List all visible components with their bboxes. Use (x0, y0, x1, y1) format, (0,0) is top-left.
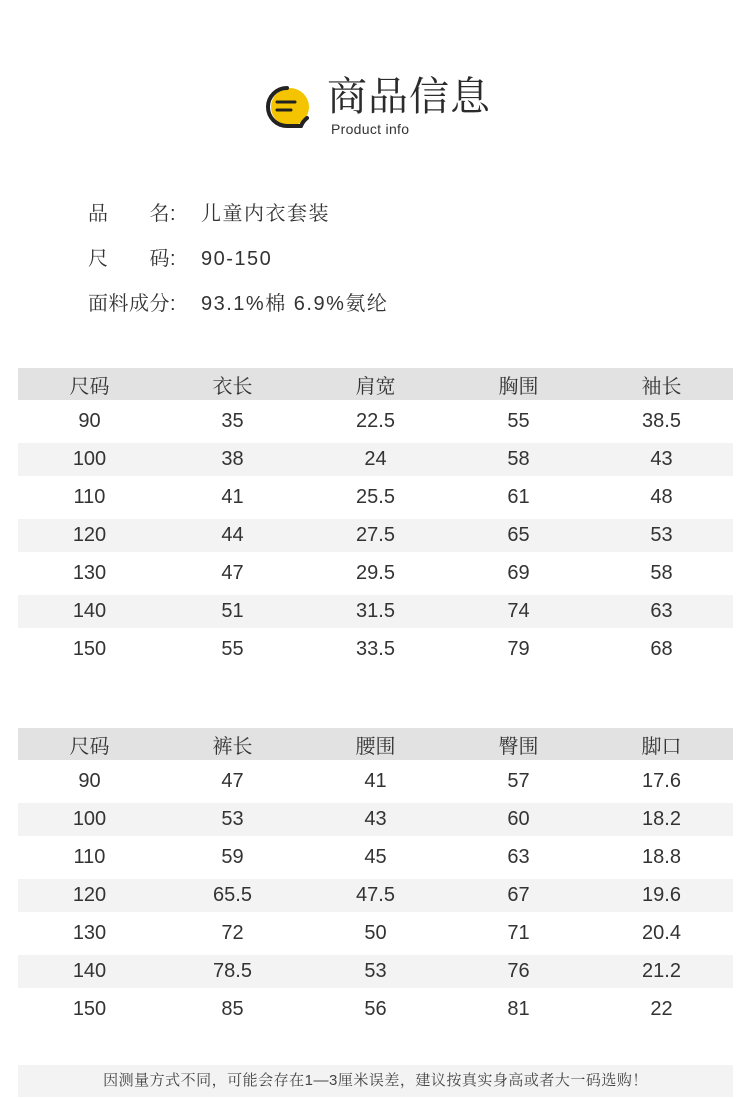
measurement-note: 因测量方式不同，可能会存在1—3厘米误差，建议按真实身高或者大一码选购！ (18, 1065, 733, 1097)
info-value: 93.1%棉 6.9%氨纶 (201, 293, 389, 315)
page-title: 商品信息 (327, 75, 491, 119)
column-header: 脚口 (641, 735, 682, 758)
table-row (18, 803, 733, 836)
info-row-fabric (88, 288, 388, 333)
table-cell: 150 (72, 638, 107, 660)
table-cell: 41 (221, 486, 244, 508)
table-row (18, 879, 733, 912)
table-cell: 22 (650, 998, 673, 1020)
table-cell: 61 (507, 486, 530, 508)
column-header: 臀围 (498, 735, 539, 758)
table-cell: 58 (650, 562, 673, 584)
info-label: 品 名: (88, 203, 177, 225)
table-cell: 65 (507, 524, 530, 546)
table-header-row (18, 368, 733, 400)
table-cell: 47 (221, 562, 244, 584)
table-cell: 24 (364, 448, 387, 470)
table-cell: 69 (507, 562, 530, 584)
table-cell: 31.5 (356, 600, 395, 622)
table-cell: 27.5 (356, 524, 395, 546)
table-cell: 59 (221, 846, 244, 868)
info-row-size (88, 243, 388, 288)
table-cell: 44 (221, 524, 244, 546)
table-cell: 25.5 (356, 486, 395, 508)
table-row (18, 628, 733, 671)
table-cell: 43 (364, 808, 387, 830)
table-cell: 33.5 (356, 638, 395, 660)
table-row (18, 552, 733, 595)
table-cell: 150 (72, 998, 107, 1020)
table-cell: 81 (507, 998, 530, 1020)
table-cell: 19.6 (642, 884, 681, 906)
page-subtitle: Product info (331, 121, 410, 137)
info-row-name (88, 198, 388, 243)
table-cell: 120 (72, 884, 107, 906)
table-cell: 110 (73, 486, 106, 508)
table-row (18, 443, 733, 476)
table-row (18, 988, 733, 1031)
table-cell: 53 (650, 524, 673, 546)
product-info-list (88, 198, 388, 333)
table-cell: 63 (507, 846, 530, 868)
info-value: 儿童内衣套装 (201, 203, 330, 225)
table-cell: 47 (221, 770, 244, 792)
info-value: 90-150 (201, 248, 273, 270)
table-cell: 41 (364, 770, 387, 792)
table-cell: 35 (221, 410, 244, 432)
product-info-header (0, 70, 750, 140)
table-cell: 140 (72, 600, 107, 622)
table-cell: 63 (650, 600, 673, 622)
table-cell: 51 (221, 600, 244, 622)
table-cell: 130 (72, 922, 107, 944)
table-cell: 55 (507, 410, 530, 432)
table-cell: 38.5 (642, 410, 681, 432)
table-cell: 55 (221, 638, 244, 660)
table-cell: 47.5 (356, 884, 395, 906)
table-cell: 29.5 (356, 562, 395, 584)
table-cell: 53 (221, 808, 244, 830)
table-cell: 58 (507, 448, 530, 470)
table-cell: 100 (72, 448, 107, 470)
table-cell: 22.5 (356, 410, 395, 432)
table-cell: 79 (507, 638, 530, 660)
table-row (18, 912, 733, 955)
table-cell: 43 (650, 448, 673, 470)
table-cell: 21.2 (642, 960, 681, 982)
table-cell: 140 (72, 960, 107, 982)
table-header-row (18, 728, 733, 760)
table-cell: 17.6 (642, 770, 681, 792)
table-cell: 100 (72, 808, 107, 830)
table-cell: 38 (221, 448, 244, 470)
table-cell: 18.8 (642, 846, 681, 868)
table-cell: 130 (72, 562, 107, 584)
top-size-table (18, 368, 733, 671)
table-cell: 60 (507, 808, 530, 830)
table-row (18, 519, 733, 552)
table-cell: 53 (364, 960, 387, 982)
bottom-size-table (18, 728, 733, 1031)
table-cell: 71 (507, 922, 530, 944)
table-cell: 78.5 (213, 960, 252, 982)
info-label: 面料成分: (88, 293, 177, 315)
table-cell: 18.2 (642, 808, 681, 830)
table-row (18, 760, 733, 803)
table-cell: 85 (221, 998, 244, 1020)
table-cell: 50 (364, 922, 387, 944)
column-header: 尺码 (69, 375, 110, 398)
table-cell: 56 (364, 998, 387, 1020)
table-cell: 67 (507, 884, 530, 906)
table-row (18, 476, 733, 519)
table-cell: 110 (73, 846, 106, 868)
table-cell: 48 (650, 486, 673, 508)
column-header: 腰围 (355, 735, 396, 758)
column-header: 衣长 (212, 375, 253, 398)
table-row (18, 400, 733, 443)
table-row (18, 955, 733, 988)
document-lines-icon (263, 84, 313, 132)
table-cell: 90 (78, 770, 101, 792)
table-row (18, 595, 733, 628)
table-cell: 120 (72, 524, 107, 546)
info-label: 尺 码: (88, 248, 177, 270)
table-cell: 90 (78, 410, 101, 432)
column-header: 尺码 (69, 735, 110, 758)
table-cell: 72 (221, 922, 244, 944)
table-cell: 76 (507, 960, 530, 982)
table-cell: 65.5 (213, 884, 252, 906)
table-cell: 20.4 (642, 922, 681, 944)
column-header: 胸围 (498, 375, 539, 398)
table-cell: 45 (364, 846, 387, 868)
column-header: 肩宽 (355, 375, 396, 398)
table-cell: 57 (507, 770, 530, 792)
table-row (18, 836, 733, 879)
column-header: 裤长 (212, 735, 253, 758)
table-cell: 68 (650, 638, 673, 660)
table-cell: 74 (507, 600, 530, 622)
column-header: 袖长 (641, 375, 682, 398)
